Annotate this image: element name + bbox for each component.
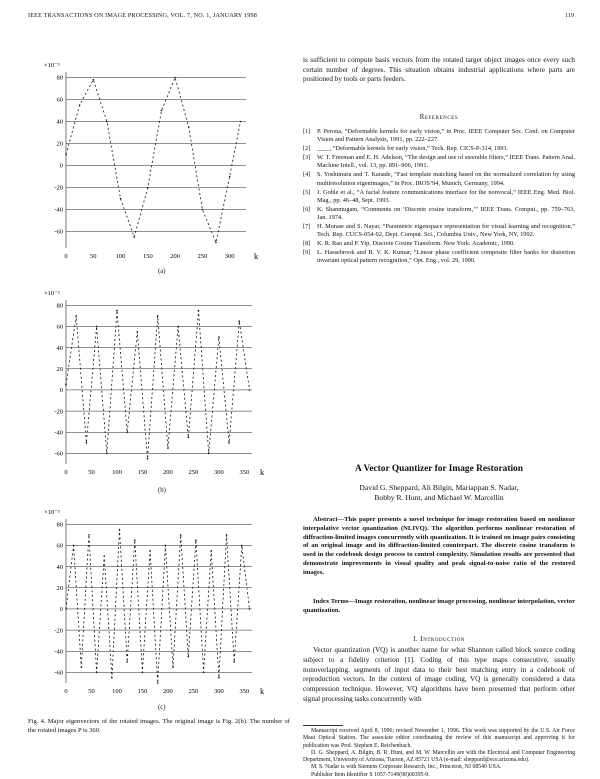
y-tick-label: 60 [56,96,63,104]
x-tick-label: 0 [64,688,68,695]
authors-line-1: David G. Sheppard, Ali Bilgin, Mariappan S. Nadar, [359,483,519,492]
data-point [218,677,220,679]
y-tick-label: 40 [56,563,63,571]
x-tick-label: 100 [112,469,122,476]
y-tick-label: -40 [54,206,63,214]
data-point [147,458,149,460]
reference-text: ____, “Deformable kernels for early vision,” Tech. Rep. CICS-P-314, 1991. [317,145,509,153]
reference-text: S. Yoshimura and T. Kanade, “Fast template matching based on the normalized correlation by using multiresolution eigenimages,” in Proc. IROS’94, Munich, Germany, 1994. [317,171,575,187]
data-point [188,437,190,439]
data-point [103,555,105,557]
y-tick-label: -60 [54,228,63,236]
plot-a-svg [40,58,266,268]
y-scale-label: ×10⁻³ [44,290,60,297]
author-list [303,483,575,504]
x-axis-label: k [260,686,265,696]
reference-text: K. Shanmugam, “Comments on ‘Discrete cosine transform,’” IEEE Trans. Comput., pp. 759–763, Jan. 1974. [317,205,575,222]
reference-item [303,223,575,239]
data-point [241,545,243,547]
eigenvector-plot-c [40,505,266,705]
reference-text: W. T. Freeman and E. H. Adelson, “The design and use of steerable filters,” IEEE Trans. Pattern Anal. Machine Intell., vol. 13, pp. 891–906, 1991. [317,154,575,170]
data-point [229,176,231,178]
reference-item [303,249,575,265]
reference-number: [6] [303,205,311,213]
data-point [147,187,149,189]
y-tick-label: 40 [56,344,63,352]
sublabel-c: (c) [158,704,166,711]
data-point [96,326,98,328]
x-tick-label: 350 [239,688,250,695]
reference-item [303,206,575,222]
data-point [249,389,251,391]
data-point [203,672,205,674]
footnotes [303,728,575,779]
series-line [66,78,241,243]
data-point [133,236,135,238]
x-tick-label: 100 [112,688,122,695]
x-tick-label: 200 [163,688,173,695]
data-point [249,608,251,610]
reference-item [303,154,575,170]
x-tick-label: 50 [90,253,97,260]
data-point [149,550,151,552]
y-tick-label: 20 [56,584,63,592]
data-point [202,209,204,211]
footnote-affiliation-2: M. S. Nadar is with Siemens Corporate Research, Inc., Princeton, NJ 08540 USA. [311,764,502,771]
data-point [188,656,190,658]
data-point [96,672,98,674]
y-tick-label: -20 [54,627,63,635]
x-tick-label: 100 [115,253,126,260]
plot-c-svg [40,505,266,705]
footnote-affiliation-1: D. G. Sheppard, A. Bilgin, B. R. Hunt, and M. W. Marcellin are with the Electrical and Computer Engineering Department, University of Arizona, Tucson, AZ 85721 USA (e-mail: sheppard@ece.arizona.edu). [303,749,575,764]
index-terms: Index Terms—Image restoration, nonlinear image processing, nonlinear interpolation, vector quantization. [303,598,575,614]
eigenvector-plot-b [40,286,266,486]
data-point [92,79,94,81]
footnote-manuscript: Manuscript received April 8, 1996; revised November 1, 1996. This work was supported by the U.S. Air Force Maui Optical Station. The associate editor coordinating the review of this manuscript and approving it for publication was Prof. Stephen E. Reichenbach. [303,728,575,749]
y-tick-label: 80 [56,302,63,310]
x-tick-label: 300 [214,469,224,476]
reference-number: [1] [303,128,311,135]
y-tick-label: -40 [54,429,63,437]
y-tick-label: -40 [54,648,63,656]
data-point [177,326,179,328]
x-tick-label: 50 [88,688,95,695]
reference-text: J. Goble et al., “A facial feature communications interface for the nonvocal,” IEEE Eng. Med. Biol. Mag., pp. 46–48, Sept. 1993. [317,188,575,204]
references-heading: References [419,114,459,121]
data-point [157,315,159,317]
y-tick-label: 0 [59,606,63,614]
sublabel-b: (b) [158,487,166,494]
data-point [157,682,159,684]
reference-item [303,128,575,144]
data-point [142,672,144,674]
x-tick-label: 250 [197,253,208,260]
x-tick-label: 0 [64,253,68,260]
y-tick-label: 60 [56,542,63,550]
footnote-rule [303,725,343,726]
footnote-publisher-id: Publisher Item Identifier S 1057-7149(98)00395-9. [311,771,430,778]
data-point [210,550,212,552]
x-tick-label: 350 [239,469,250,476]
abstract: Abstract—This paper presents a novel technique for image restoration based on nonlinear interpolative vector quantization (NLIVQ). The algorithm performs nonlinear restoration of diffraction-limited images concurrently with quantization. It is trained on image pairs consisting of an original image and its diffraction-limited counterpart. The discrete cosine transform is used in the codebook design process to control complexity. Simulation results are presented that demonstrate improvements in visual quality and peak signal-to-noise ratio of the restored images. [303,516,575,576]
data-point [137,331,139,333]
data-point [174,77,176,79]
data-point [198,310,200,312]
y-tick-label: -60 [54,450,63,458]
x-axis-label: k [254,251,259,261]
reference-text: K. R. Rao and P. Yip, Discrete Cosine Transform. New York: Academic, 1990. [317,240,515,248]
y-tick-label: -60 [54,669,63,677]
data-point [167,447,169,449]
data-point [126,661,128,663]
data-point [161,110,163,112]
reference-number: [3] [303,154,311,162]
data-point [172,666,174,668]
reference-number: [4] [303,171,311,179]
data-point [240,121,242,123]
x-tick-label: 0 [64,469,68,476]
data-point [119,529,121,531]
x-axis-label: k [260,467,265,477]
data-point [111,677,113,679]
reference-text: P. Perona, “Deformable kernels for early vision,” in Proc. IEEE Computer Soc. Conf. on Computer Vision and Pattern Analysis, 1991, pp. 222–227. [317,128,575,144]
data-point [79,104,81,106]
data-point [215,242,217,244]
y-tick-label: 20 [56,365,63,373]
continued-paragraph: is sufficient to compute basis vectors from the rotated target object images once every such certain number of degrees. This situation obtains industrial applications where parts are positioned by tools or parts feeders. [303,56,575,84]
y-tick-label: 60 [56,323,63,331]
data-point [180,534,182,536]
x-tick-label: 200 [163,469,173,476]
y-tick-label: -20 [54,408,63,416]
x-tick-label: 50 [88,469,95,476]
introduction-paragraph: Vector quantization (VQ) is another name for what Shannon called block source coding subject to a fidelity criterion [1]. Coding of this type maps consecutive, usually nonoverlapping, segments of input data to their best matching entry in a codebook of reproduction vectors. In the context of image coding, VQ is generally considered a data compression technique. However, VQ algorithms have been presented that perform other signal processing tasks concurrently with [303,646,575,703]
x-tick-label: 150 [142,253,153,260]
authors-line-2: Bobby R. Hunt, and Michael W. Marcellin [374,493,504,503]
reference-item [303,240,575,248]
y-tick-label: 40 [56,118,63,126]
y-tick-label: 80 [56,74,63,82]
y-scale-label: ×10⁻³ [44,509,60,516]
plot-b-svg [40,286,266,486]
reference-item [303,145,575,153]
x-tick-label: 300 [224,253,235,260]
reference-number: [5] [303,188,311,196]
x-tick-label: 150 [137,688,148,695]
data-point [165,545,167,547]
x-tick-label: 250 [188,469,199,476]
data-point [116,310,118,312]
reference-number: [2] [303,145,311,153]
figure-caption: Fig. 4. Major eigenvectors of the rotated images. The original image is Fig. 2(b). The number of the rotated images P is 360. [28,718,290,734]
references-list [303,128,575,266]
eigenvector-plot-a [40,58,266,268]
data-point [73,545,75,547]
reference-item [303,189,575,205]
reference-number: [7] [303,223,311,231]
data-point [218,336,220,338]
data-point [80,666,82,668]
y-tick-label: 20 [56,140,63,148]
running-header: IEEE TRANSACTIONS ON IMAGE PROCESSING, VOL. 7, NO. 1, JANUARY 1998 [28,12,257,19]
y-tick-label: 0 [59,387,63,395]
reference-text: L. Hassebrook and B. V. K. Kumar, “Linear phase coefficient composite filter banks for distortion invariant optical pattern recognition,” Opt. Eng., vol. 29, 1990. [317,249,575,265]
series-line [66,530,250,683]
x-tick-label: 150 [137,469,148,476]
data-point [226,534,228,536]
data-point [228,442,230,444]
series-line [66,311,250,459]
data-point [195,539,197,541]
data-point [238,320,240,322]
data-point [86,442,88,444]
reference-item [303,171,575,187]
reference-number: [9] [303,249,311,257]
data-point [208,453,210,455]
data-point [188,126,190,128]
data-point [106,453,108,455]
data-point [65,608,67,610]
article-title: A Vector Quantizer for Image Restoration [355,464,523,474]
y-tick-label: 80 [56,521,63,529]
data-point [134,539,136,541]
data-point [120,198,122,200]
data-point [75,315,77,317]
data-point [106,121,108,123]
x-tick-label: 200 [170,253,180,260]
sublabel-a: (a) [158,268,166,275]
y-tick-label: 0 [59,162,63,170]
reference-text: H. Murase and S. Nayar, “Parametric eigenspace representation for visual learning and recognition,” Tech. Rep. CUCS-054-92, Dept. Comput. Sci., Columbia Univ., New York, NY, 1992. [317,223,575,239]
data-point [65,384,67,386]
data-point [233,661,235,663]
data-point [88,534,90,536]
y-scale-label: ×10⁻³ [44,62,60,69]
data-point [65,154,67,156]
page-number: 119 [564,12,574,19]
data-point [126,431,128,433]
section-heading-introduction: I. Introduction [413,635,465,643]
x-tick-label: 300 [214,688,224,695]
reference-number: [8] [303,240,311,248]
x-tick-label: 250 [188,688,199,695]
y-tick-label: -20 [54,184,63,192]
